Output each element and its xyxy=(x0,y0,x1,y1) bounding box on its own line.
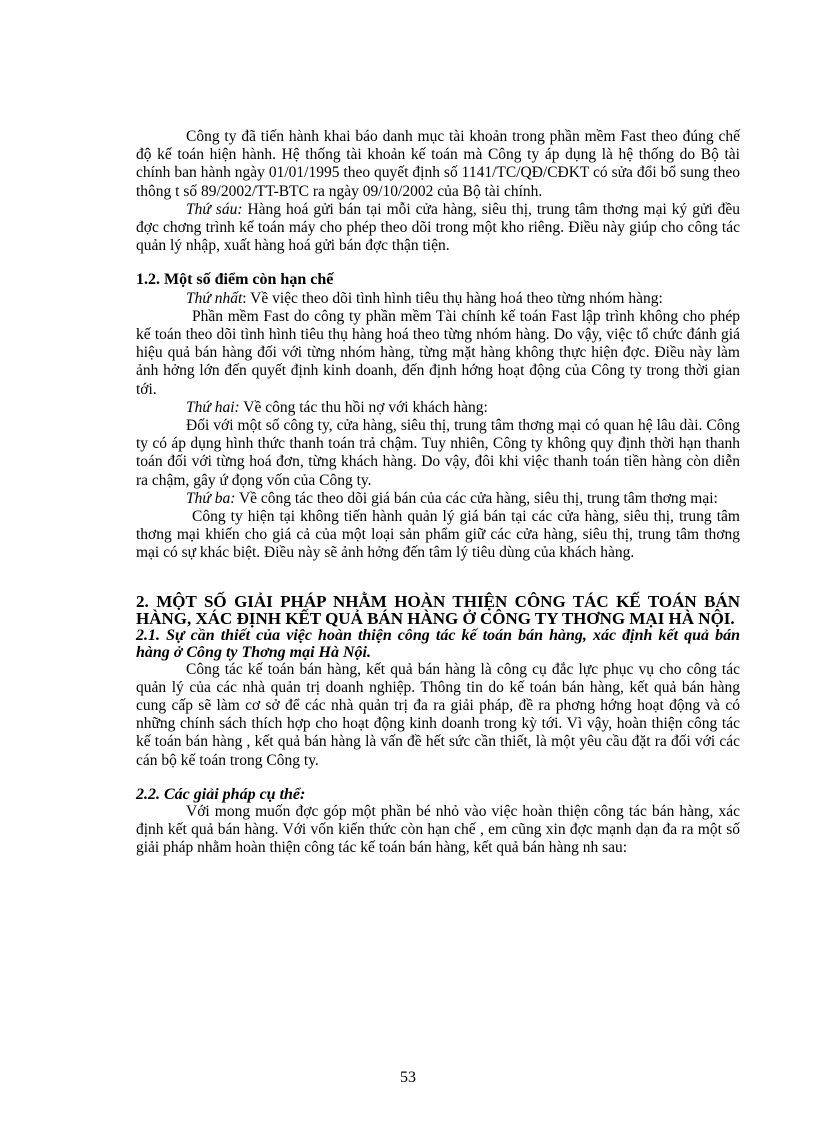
chapter-heading: 2. MỘT SỐ GIẢI PHÁP NHẰM HOÀN THIỆN CÔNG TÁC KẾ TOÁN BÁN HÀNG, XÁC ĐỊNH KẾT QUẢ BÁN HÀNG Ở CÔNG TY THƠNG MẠI HÀ NỘI. xyxy=(136,591,740,628)
page-number: 53 xyxy=(400,1069,416,1086)
section-heading: 1.2. Một số điểm còn hạn chế xyxy=(136,271,334,289)
paragraph: Công ty đã tiến hành khai báo danh mục tài khoản trong phần mềm Fast theo đúng chế độ kế toán hiện hành. Hệ thống tài khoản kế toán mà Công ty áp dụng là hệ thống do Bộ tài chính ban hành ngày 01/01/1995 theo quyết định số 1141/TC/QĐ/CĐKT có sửa đổi bổ sung theo thông t số 89/2002/TT-BTC ra ngày 09/10/2002 của Bộ tài chính. xyxy=(136,128,740,200)
paragraph xyxy=(136,290,740,308)
subsection-heading: 2.1. Sự cần thiết của việc hoàn thiện công tác kế toán bán hàng, xác định kết quả bán hàng ở Công ty Thơng mại Hà Nội. xyxy=(136,626,740,661)
paragraph: Công tác kế toán bán hàng, kết quả bán hàng là công cụ đắc lực phục vụ cho công tác quản lý của các nhà quản trị doanh nghiệp. Thông tin do kế toán bán hàng, kết quả bán hàng cung cấp sẽ làm cơ sở để các nhà quản trị đa ra giải pháp, đề ra phơng hớng hoạt động và có những chính sách thích hợp cho hoạt động kinh doanh trong kỳ tới. Vì vậy, hoàn thiện công tác kế toán bán hàng , kết quả bán hàng là vấn đề hết sức cần thiết, là một yêu cầu đặt ra đối với các cán bộ kế toán trong Công ty. xyxy=(136,660,740,769)
paragraph xyxy=(136,399,740,417)
paragraph: Công ty hiện tại không tiến hành quản lý giá bán tại các cửa hàng, siêu thị, trung tâm thơng mại khiến cho giá cả của một loại sản phẩm giữ các cửa hàng, siêu thị, trung tâm thơng mại có sự khác biệt. Điều này sẽ ảnh hởng đến tâm lý tiêu dùng của khách hàng. xyxy=(136,508,740,562)
paragraph-label: Thứ ba: xyxy=(186,489,236,507)
paragraph: Với mong muốn đợc góp một phần bé nhỏ vào việc hoàn thiện công tác bán hàng, xác định kết quả bán hàng. Với vốn kiến thức còn hạn chế , em cũng xin đợc mạnh dạn đa ra một số giải pháp nhằm hoàn thiện công tác kế toán bán hàng, kết quả bán hàng nh sau: xyxy=(136,802,740,857)
paragraph: Phần mềm Fast do công ty phần mềm Tài chính kế toán Fast lập trình không cho phép kế toán theo dõi tình hình tiêu thụ hàng hoá theo từng nhóm hàng. Do vậy, việc tổ chức đánh giá hiệu quả bán hàng đối với từng nhóm hàng, từng mặt hàng không thực hiện đợc. Điều này làm ảnh hởng lớn đến quyết định kinh doanh, đến định hớng hoạt động của Công ty trong thời gian tới. xyxy=(136,307,740,398)
paragraph-text: Hàng hoá gửi bán tại mỗi cửa hàng, siêu thị, trung tâm thơng mại ký gửi đều đợc chơng trình kế toán máy cho phép theo dõi trong một kho riêng. Điều này giúp cho công tác quản lý nhập, xuất hàng hoá gửi bán đợc thận tiện. xyxy=(136,200,740,255)
paragraph-label: Thứ nhất xyxy=(186,289,243,307)
subsection-heading: 2.2. Các giải pháp cụ thể: xyxy=(136,785,306,803)
paragraph-text: : Về việc theo dõi tình hình tiêu thụ hàng hoá theo từng nhóm hàng: xyxy=(242,289,663,307)
paragraph xyxy=(136,201,740,256)
paragraph-label: Thứ sáu: xyxy=(186,200,243,218)
paragraph-label: Thứ hai: xyxy=(186,398,240,416)
paragraph: Đối với một số công ty, cửa hàng, siêu thị, trung tâm thơng mại có quan hệ lâu dài. Công ty có áp dụng hình thức thanh toán trả chậm. Tuy nhiên, Công ty không quy định thời hạn thanh toán đối với từng hoá đơn, từng khách hàng. Do vậy, đôi khi việc thanh toán tiền hàng còn diễn ra chậm, gây ứ đọng vốn của Công ty. xyxy=(136,417,740,489)
document-body xyxy=(136,128,740,858)
paragraph-text: Về công tác theo dõi giá bán của các cửa hàng, siêu thị, trung tâm thơng mại: xyxy=(235,489,718,507)
paragraph-text: Về công tác thu hồi nợ với khách hàng: xyxy=(239,398,488,416)
paragraph xyxy=(136,490,740,508)
